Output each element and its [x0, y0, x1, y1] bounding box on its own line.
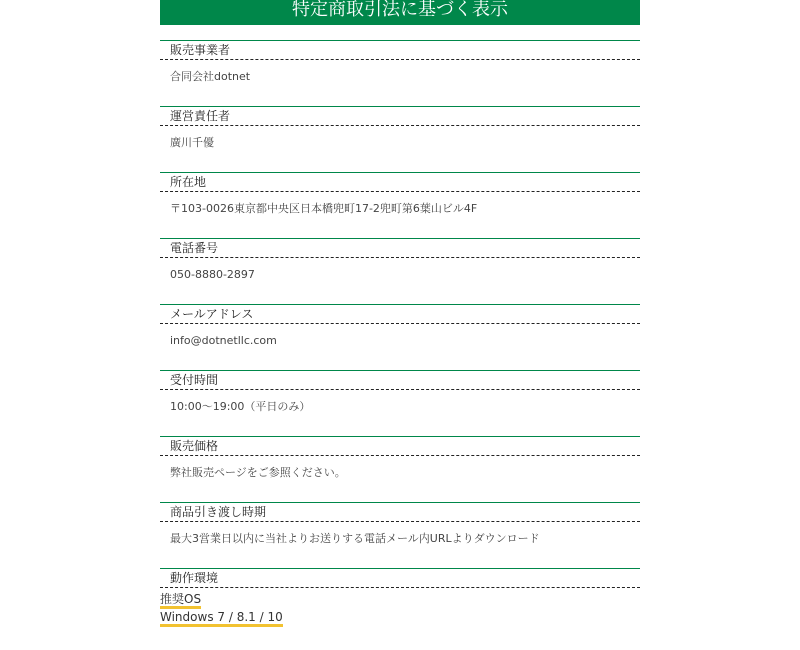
- section-value: 合同会社dotnet: [170, 70, 251, 83]
- section-address: [160, 172, 640, 238]
- section-label: メールアドレス: [160, 304, 640, 324]
- section-delivery: [160, 502, 640, 568]
- section-label: 商品引き渡し時期: [160, 502, 640, 522]
- section-value: 10:00〜19:00（平日のみ）: [170, 400, 311, 413]
- section-price: [160, 436, 640, 502]
- section-value: 弊社販売ページをご参照ください。: [170, 466, 346, 479]
- section-label: 受付時間: [160, 370, 640, 390]
- env-os-label-row: [160, 588, 640, 606]
- section-label: 販売価格: [160, 436, 640, 456]
- section-label: 運営責任者: [160, 106, 640, 126]
- section-label: 販売事業者: [160, 40, 640, 60]
- env-os-label: 推奨OS: [160, 592, 201, 609]
- section-value: 廣川千優: [170, 136, 214, 149]
- section-value: 最大3営業日以内に当社よりお送りする電話メール内URLよりダウンロード: [170, 532, 540, 545]
- section-manager: [160, 106, 640, 172]
- section-value: 050-8880-2897: [170, 268, 255, 281]
- section-email: [160, 304, 640, 370]
- section-label: 所在地: [160, 172, 640, 192]
- section-value: info@dotnetllc.com: [170, 334, 277, 347]
- spacer: [160, 25, 640, 40]
- section-seller: [160, 40, 640, 106]
- env-os-value: Windows 7 / 8.1 / 10: [160, 610, 283, 627]
- section-label-environment: 動作環境: [160, 568, 640, 588]
- section-value: 〒103-0026東京都中央区日本橋兜町17-2兜町第6葉山ビル4F: [170, 202, 478, 215]
- section-phone: [160, 238, 640, 304]
- section-hours: [160, 370, 640, 436]
- content-container: [160, 0, 640, 624]
- section-label: 電話番号: [160, 238, 640, 258]
- page-title: 特定商取引法に基づく表示: [160, 0, 640, 25]
- env-os-value-row: [160, 606, 640, 624]
